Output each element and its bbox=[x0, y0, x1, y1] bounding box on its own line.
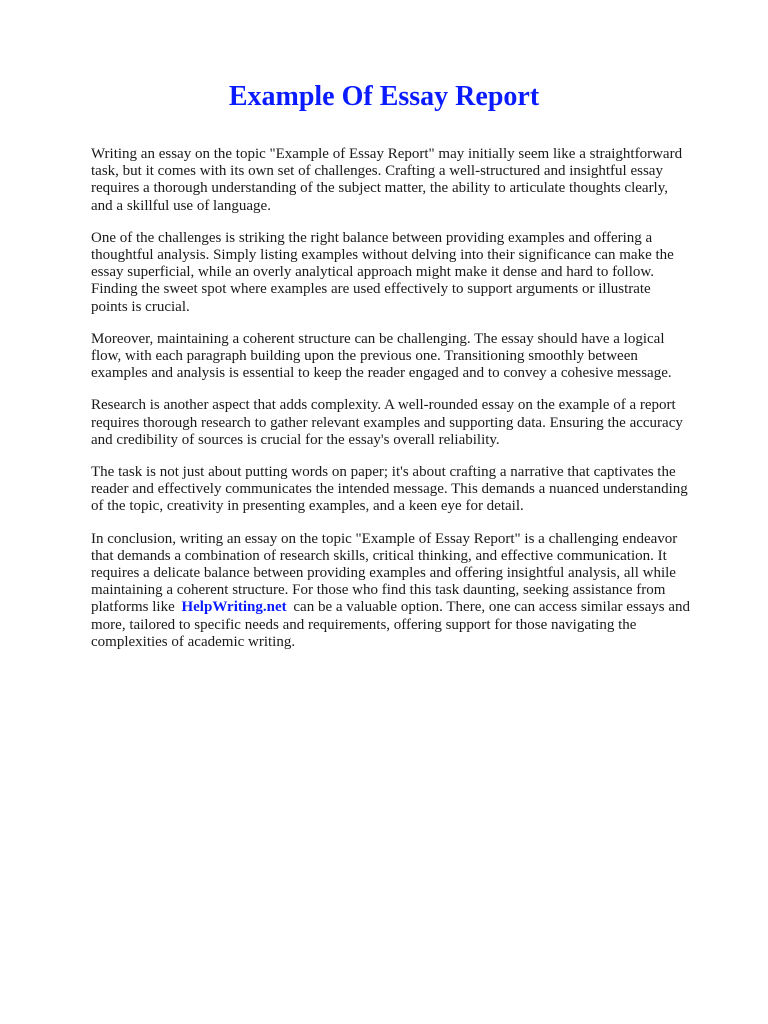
paragraph-balance: One of the challenges is striking the right balance between providing examples and offering a thoughtful analysis. Simply listing examples without delving into their significance can make the essay superficial, while an overly analytical approach might make it dense and hard to follow. Finding the sweet spot where examples are used effectively to support arguments or illustrate points is crucial. bbox=[91, 229, 674, 315]
conclusion-text-before-link: In conclusion, writing an essay on the topic "Example of Essay Report" is a challenging endeavor that demands a combination of research skills, critical thinking, and effective communication. It requires a delicate balance between providing examples and offering insightful analysis, all while maintaining a coherent structure. For those who find this task daunting, seeking assistance from platforms like bbox=[91, 530, 678, 616]
document-body bbox=[91, 146, 691, 666]
paragraph-research: Research is another aspect that adds complexity. A well-rounded essay on the example of a report requires thorough research to gather relevant examples and supporting data. Ensuring the accuracy and credibility of sources is crucial for the essay's overall reliability. bbox=[91, 397, 683, 448]
document-title: Example Of Essay Report bbox=[228, 81, 540, 112]
paragraph-conclusion bbox=[91, 531, 691, 651]
paragraph-narrative: The task is not just about putting words on paper; it's about crafting a narrative that captivates the reader and effectively communicates the intended message. This demands a nuanced understanding of the topic, creativity in presenting examples, and a keen eye for detail. bbox=[91, 464, 688, 515]
paragraph-intro: Writing an essay on the topic "Example of Essay Report" may initially seem like a straightforward task, but it comes with its own set of challenges. Crafting a well-structured and insightful essay requires a thorough understanding of the subject matter, the ability to articulate thoughts clearly, and a skillful use of language. bbox=[91, 146, 683, 214]
conclusion-text-after-link: can be a valuable option. There, one can access similar essays and more, tailored to specific needs and requirements, offering support for those navigating the complexities of academic writing. bbox=[91, 599, 691, 650]
helpwriting-link[interactable]: HelpWriting.net bbox=[181, 599, 287, 616]
paragraph-structure: Moreover, maintaining a coherent structure can be challenging. The essay should have a logical flow, with each paragraph building upon the previous one. Transitioning smoothly between examples and analysis is essential to keep the reader engaged and to convey a cohesive message. bbox=[91, 330, 672, 382]
